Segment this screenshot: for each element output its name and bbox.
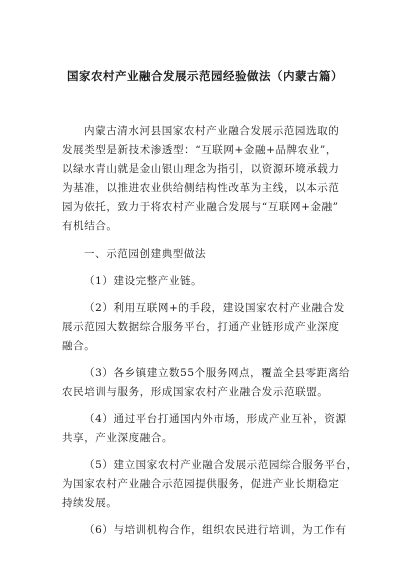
paragraph-line: 共享，产业深度融合。 bbox=[62, 432, 173, 444]
paragraph-line: 园为依托，致力于将农村产业融合发展与“互联网+金融” bbox=[62, 201, 339, 213]
paragraph-line: 融合。 bbox=[62, 340, 96, 352]
paragraph-line: 内蒙古清水河县国家农村产业融合发展示范园选取的 bbox=[84, 125, 340, 137]
section-heading: 一、示范园创建典型做法 bbox=[84, 248, 207, 260]
paragraph-line: 发展类型是新技术渗透型：“互联网+金融+品牌农业”， bbox=[62, 144, 337, 156]
paragraph-line: 持续发展。 bbox=[62, 497, 118, 509]
paragraph-line: 有机结合。 bbox=[62, 220, 118, 232]
list-item: （1）建设完整产业链。 bbox=[84, 275, 203, 287]
paragraph-line: 为基准，以推进农业供给侧结构性改革为主线，以本示范 bbox=[62, 182, 340, 194]
paragraph-line: 为国家农村产业融合示范园提供服务，促进产业长期稳定 bbox=[62, 478, 340, 490]
paragraph-line: 展示范园大数据综合服务平台，打通产业链形成产业深度 bbox=[62, 321, 340, 333]
list-item: （4）通过平台打通国内外市场，形成产业互补，资源 bbox=[84, 413, 347, 425]
document-title: 国家农村产业融合发展示范园经验做法（内蒙古篇） bbox=[67, 69, 343, 83]
list-item: （3）各乡镇建立数55个服务网点，覆盖全县零距离给 bbox=[84, 367, 351, 379]
list-item: （2）利用互联网+的手段，建设国家农村产业融合发 bbox=[84, 302, 345, 314]
paragraph-line: 农民培训与服务，形成国家农村产业融合发示范联盟。 bbox=[62, 386, 329, 398]
list-item: （5）建立国家农村产业融合发展示范园综合服务平台， bbox=[84, 459, 358, 471]
list-item: （6）与培训机构合作，组织农民进行培训，为工作有 bbox=[84, 524, 347, 536]
paragraph-line: 以绿水青山就是金山银山理念为指引，以资源环境承载力 bbox=[62, 163, 340, 175]
